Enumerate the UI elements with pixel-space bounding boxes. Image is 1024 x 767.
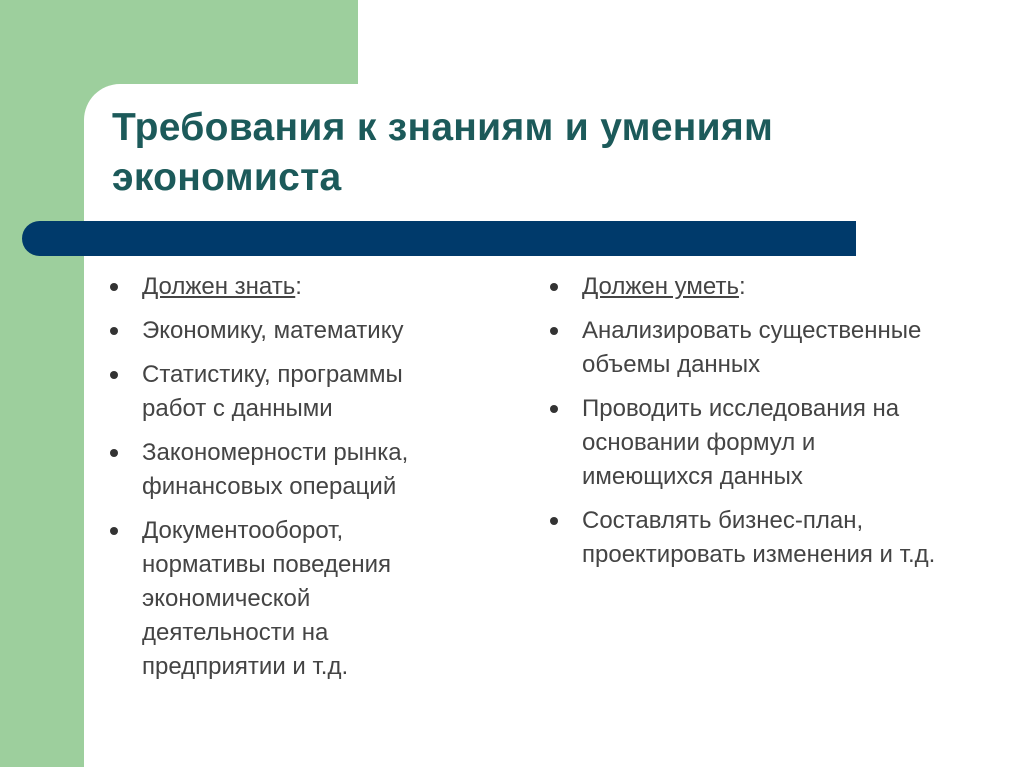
list-item <box>108 436 468 504</box>
bullet-icon <box>550 517 558 525</box>
left-column-heading: Должен знать <box>142 273 296 300</box>
list-item <box>548 504 948 572</box>
bullet-icon <box>110 449 118 457</box>
list-item <box>108 270 468 304</box>
bullet-icon <box>110 527 118 535</box>
heading-colon: : <box>295 273 302 300</box>
list-item <box>548 270 948 304</box>
bullet-icon <box>110 327 118 335</box>
list-item <box>548 392 948 494</box>
right-column-heading: Должен уметь <box>582 273 739 300</box>
list-item <box>108 314 468 348</box>
bullet-icon <box>110 283 118 291</box>
list-item-text: Статистику, программы работ с данными <box>142 361 403 422</box>
list-item-text: Закономерности рынка, финансовых операций <box>142 439 409 500</box>
heading-colon: : <box>738 273 746 300</box>
list-item <box>548 314 948 382</box>
bullet-icon <box>550 327 558 335</box>
list-item-text: Анализировать существенные объемы данных <box>582 317 922 378</box>
list-item-text: Составлять бизнес-план, проектировать изменения и т.д. <box>582 507 936 568</box>
bullet-icon <box>550 405 558 413</box>
list-item <box>108 514 468 684</box>
list-item <box>108 358 468 426</box>
green-accent-side <box>0 0 84 767</box>
title-underline-bar <box>22 221 856 256</box>
bullet-icon <box>550 283 558 291</box>
bullet-icon <box>110 371 118 379</box>
list-item-text: Документооборот, нормативы поведения экономической деятельности на предприятии и т.д. <box>142 517 391 680</box>
right-column <box>548 270 948 582</box>
left-column <box>108 270 468 694</box>
list-item-text: Экономику, математику <box>142 317 404 344</box>
list-item-text: Проводить исследования на основании формул и имеющихся данных <box>582 395 900 490</box>
slide-title: Требования к знаниям и умениям экономиста <box>112 106 774 199</box>
